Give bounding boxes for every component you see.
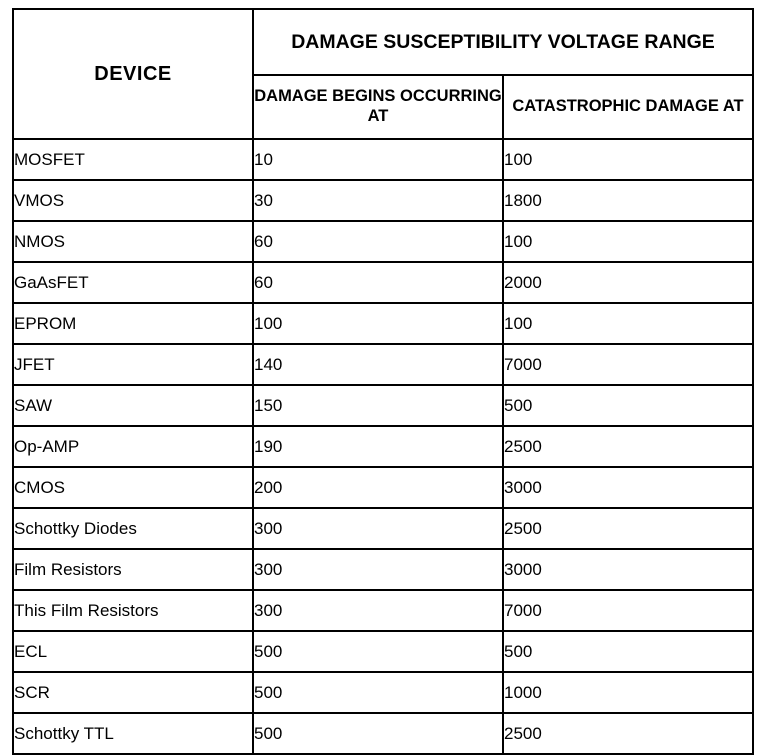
column-header-device: DEVICE (13, 9, 253, 139)
cell-catastrophic: 2500 (503, 426, 753, 467)
table-row (13, 467, 753, 508)
cell-device: JFET (13, 344, 253, 385)
cell-damage-begins: 30 (253, 180, 503, 221)
cell-device: CMOS (13, 467, 253, 508)
cell-damage-begins: 10 (253, 139, 503, 180)
document-page (0, 8, 765, 743)
table-row (13, 590, 753, 631)
table-row (13, 303, 753, 344)
cell-catastrophic: 1000 (503, 672, 753, 713)
cell-catastrophic: 1800 (503, 180, 753, 221)
table-header (13, 9, 753, 139)
cell-device: This Film Resistors (13, 590, 253, 631)
cell-catastrophic: 2000 (503, 262, 753, 303)
cell-damage-begins: 500 (253, 631, 503, 672)
cell-catastrophic: 3000 (503, 549, 753, 590)
table-row (13, 631, 753, 672)
table-row (13, 713, 753, 754)
table-row (13, 549, 753, 590)
cell-catastrophic: 3000 (503, 467, 753, 508)
cell-device: Schottky TTL (13, 713, 253, 754)
cell-catastrophic: 7000 (503, 344, 753, 385)
cell-device: SCR (13, 672, 253, 713)
table-row (13, 139, 753, 180)
table-row (13, 262, 753, 303)
cell-device: SAW (13, 385, 253, 426)
table-row (13, 672, 753, 713)
cell-damage-begins: 500 (253, 672, 503, 713)
cell-catastrophic: 2500 (503, 508, 753, 549)
cell-catastrophic: 7000 (503, 590, 753, 631)
table-row (13, 426, 753, 467)
cell-damage-begins: 500 (253, 713, 503, 754)
cell-damage-begins: 300 (253, 508, 503, 549)
cell-device: Schottky Diodes (13, 508, 253, 549)
column-header-damage-begins: DAMAGE BEGINS OCCURRING AT (253, 75, 503, 139)
cell-damage-begins: 60 (253, 221, 503, 262)
cell-damage-begins: 300 (253, 549, 503, 590)
column-header-catastrophic: CATASTROPHIC DAMAGE AT (503, 75, 753, 139)
cell-damage-begins: 190 (253, 426, 503, 467)
cell-catastrophic: 500 (503, 385, 753, 426)
cell-device: ECL (13, 631, 253, 672)
cell-device: Op-AMP (13, 426, 253, 467)
cell-device: Film Resistors (13, 549, 253, 590)
cell-damage-begins: 300 (253, 590, 503, 631)
cell-device: NMOS (13, 221, 253, 262)
table-body (13, 139, 753, 754)
cell-damage-begins: 140 (253, 344, 503, 385)
table-header-row-1 (13, 9, 753, 75)
column-header-group: DAMAGE SUSCEPTIBILITY VOLTAGE RANGE (253, 9, 753, 75)
cell-catastrophic: 100 (503, 303, 753, 344)
table-row (13, 508, 753, 549)
cell-catastrophic: 100 (503, 139, 753, 180)
cell-device: MOSFET (13, 139, 253, 180)
cell-device: VMOS (13, 180, 253, 221)
cell-device: GaAsFET (13, 262, 253, 303)
cell-catastrophic: 2500 (503, 713, 753, 754)
cell-device: EPROM (13, 303, 253, 344)
cell-damage-begins: 150 (253, 385, 503, 426)
cell-damage-begins: 100 (253, 303, 503, 344)
damage-susceptibility-table (12, 8, 754, 755)
cell-damage-begins: 60 (253, 262, 503, 303)
table-row (13, 221, 753, 262)
cell-damage-begins: 200 (253, 467, 503, 508)
table-row (13, 180, 753, 221)
cell-catastrophic: 100 (503, 221, 753, 262)
table-row (13, 385, 753, 426)
cell-catastrophic: 500 (503, 631, 753, 672)
table-row (13, 344, 753, 385)
